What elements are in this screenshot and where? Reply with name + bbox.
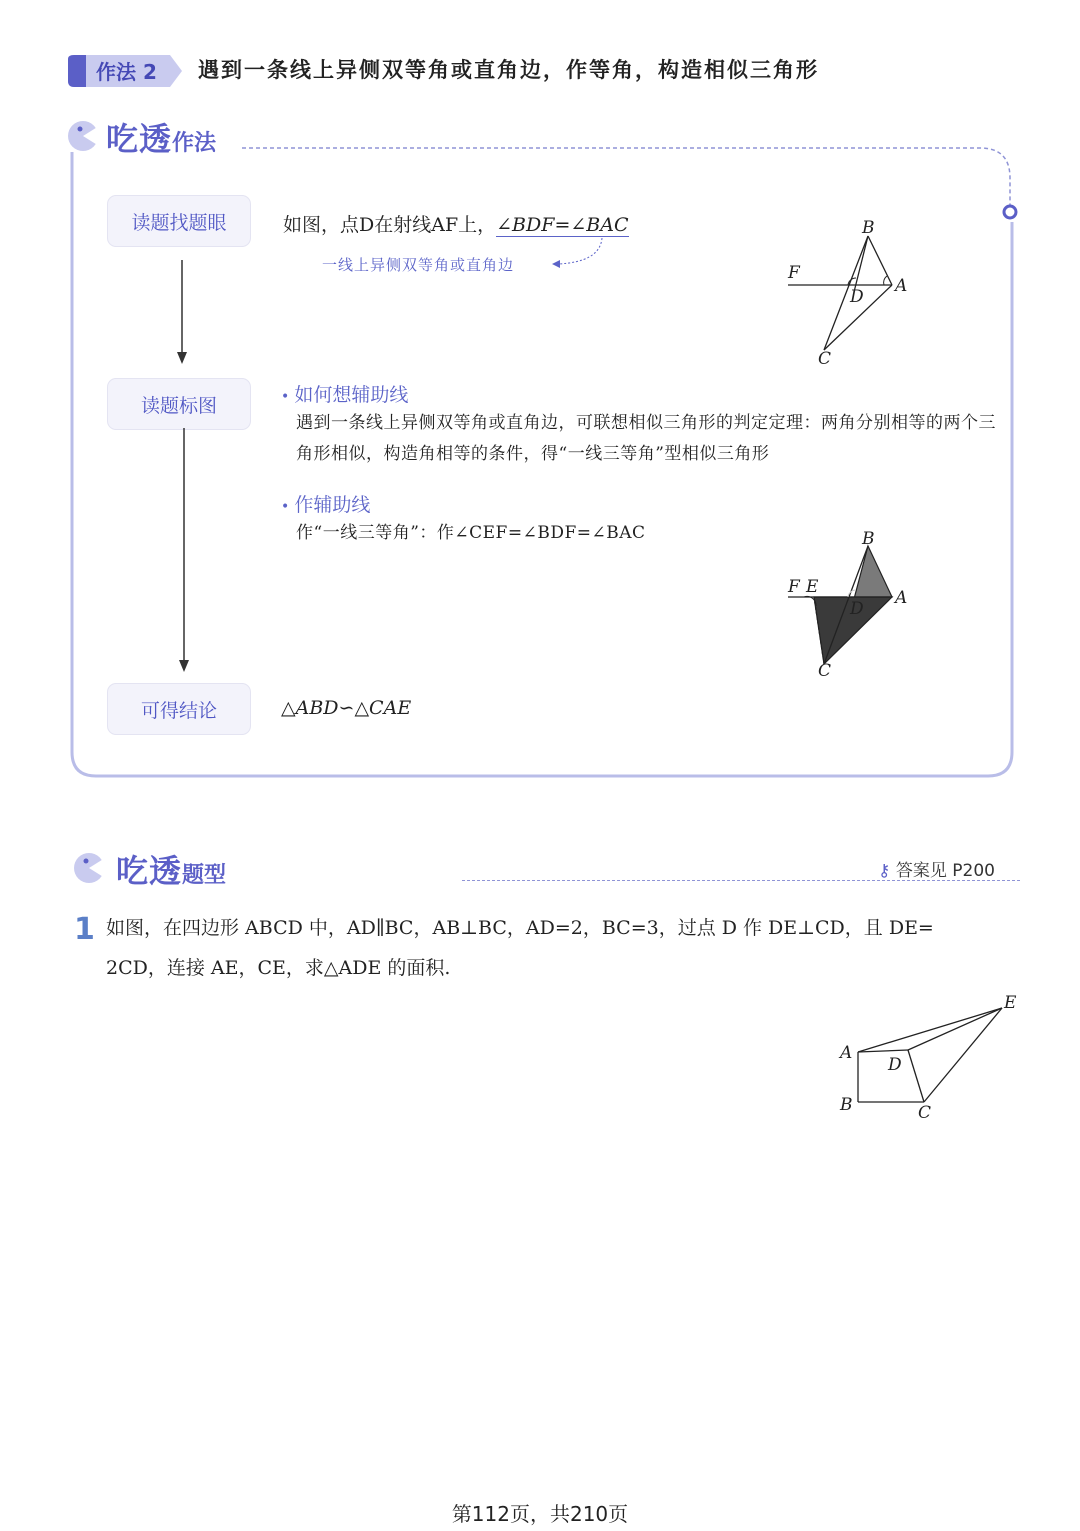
fig3-label-D: D <box>888 1055 902 1075</box>
step3-conclusion: △ABD∽△CAE <box>281 697 412 719</box>
method-tag-label: 作法 2 <box>96 60 157 84</box>
pacman-icon <box>66 118 102 154</box>
figure-1 <box>780 212 920 374</box>
fig2-label-B: B <box>862 529 875 549</box>
flow-step-conclusion: 可得结论 <box>108 684 250 734</box>
flow-step-mark-figure: 读题标图 <box>108 379 250 429</box>
figure-2 <box>780 524 920 686</box>
fig3-label-C: C <box>918 1103 932 1123</box>
step1-statement: 如图，点D在射线AF上，∠BDF=∠BAC <box>283 214 629 236</box>
problem-line-1: 如图，在四边形 ABCD 中，AD∥BC，AB⊥BC，AD=2，BC=3，过点 D 作 DE⊥CD，且 DE= <box>106 917 934 939</box>
fig3-label-E: E <box>1004 993 1017 1013</box>
bullet2: • 作辅助线 <box>281 494 371 516</box>
fig1-label-A: A <box>895 276 908 296</box>
fig1-label-F: F <box>788 263 800 283</box>
fig2-label-C: C <box>818 661 832 681</box>
note-dotted-arrow <box>540 236 610 272</box>
fig2-label-A: A <box>895 588 908 608</box>
flow-arrows <box>170 246 200 686</box>
fig3-label-A: A <box>840 1043 853 1063</box>
fig2-label-E: E <box>806 577 819 597</box>
section1-heading: 吃透作法 <box>106 120 217 158</box>
key-icon: ⚷ <box>878 861 891 881</box>
fig2-label-D: D <box>850 599 864 619</box>
fig1-label-B: B <box>862 218 875 238</box>
bullet1-title: 如何想辅助线 <box>294 384 409 406</box>
problem-number: 1 <box>74 912 95 947</box>
method-title: 遇到一条线上异侧双等角或直角边，作等角，构造相似三角形 <box>198 58 819 82</box>
bullet1-text: 遇到一条线上异侧双等角或直角边，可联想相似三角形的判定定理：两角分别相等的两个三角形相似，构造角相等的条件，得“一线三等角”型相似三角形 <box>296 413 996 464</box>
flow-step-find-key: 读题找题眼 <box>108 196 250 246</box>
bullet1: • 如何想辅助线 <box>281 384 409 406</box>
fig3-label-B: B <box>840 1095 853 1115</box>
step1-note: 一线上异侧双等角或直角边 <box>322 256 515 274</box>
pacman-icon-2 <box>72 850 108 886</box>
bullet2-text: 作“一线三等角”：作∠CEF=∠BDF=∠BAC <box>296 523 646 543</box>
fig2-label-F: F <box>788 577 800 597</box>
figure-3 <box>830 988 1030 1128</box>
answer-reference: ⚷ 答案见 P200 <box>878 861 995 881</box>
fig1-label-C: C <box>818 349 832 369</box>
page-footer: 第112页，共210页 <box>451 1502 629 1526</box>
bullet2-title: 作辅助线 <box>294 494 371 516</box>
section2-heading: 吃透题型 <box>116 852 227 890</box>
fig1-label-D: D <box>850 287 864 307</box>
problem-line-2: 2CD，连接 AE，CE，求△ADE 的面积. <box>106 957 451 979</box>
